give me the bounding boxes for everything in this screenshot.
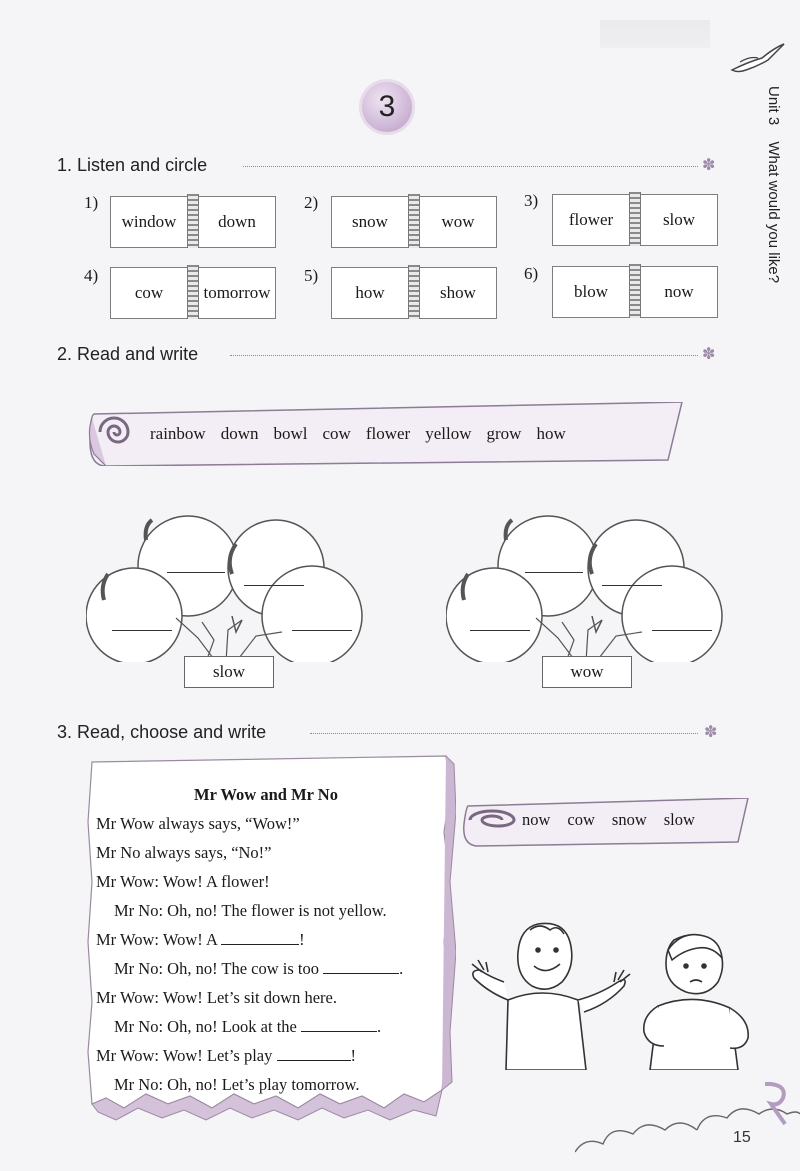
fill-in-blank[interactable] xyxy=(277,1046,351,1061)
story-title: Mr Wow and Mr No xyxy=(194,785,338,804)
star-icon: ✽ xyxy=(704,722,718,741)
word-book-2 xyxy=(331,196,497,248)
story-line-text: Mr Wow always says, “Wow!” xyxy=(96,814,300,833)
section-title: Listen and circle xyxy=(77,155,208,175)
word-book-5 xyxy=(331,267,497,319)
word-bank-3 xyxy=(522,810,712,830)
book-spine xyxy=(187,194,199,248)
word-choice[interactable]: down xyxy=(218,212,256,231)
story-line-text: Mr No: Oh, no! Let’s play tomorrow. xyxy=(114,1075,360,1094)
item-number: 4) xyxy=(84,266,99,285)
story-line xyxy=(96,809,436,838)
story-line-text: Mr No: Oh, no! The cow is too xyxy=(114,959,324,978)
fill-in-blank[interactable] xyxy=(221,930,299,945)
section-3-dotted-line xyxy=(310,733,698,734)
section-1-dotted-line xyxy=(243,166,698,167)
star-icon: ✽ xyxy=(702,155,716,174)
fill-in-blank[interactable] xyxy=(323,959,399,974)
word-bank-item: slow xyxy=(663,810,695,829)
word-choice[interactable]: snow xyxy=(352,212,388,231)
word-book-4 xyxy=(110,267,276,319)
story-line xyxy=(96,867,436,896)
word-bank-item: how xyxy=(536,424,566,443)
header-faint xyxy=(600,20,710,48)
word-bank-item: down xyxy=(220,424,259,443)
word-book-1 xyxy=(110,196,276,248)
word-choice[interactable]: flower xyxy=(568,210,614,229)
word-choice[interactable]: blow xyxy=(574,282,608,301)
cloud-decoration xyxy=(575,1080,800,1170)
word-book-6 xyxy=(552,266,718,318)
story-line-text: Mr Wow: Wow! A xyxy=(96,930,222,949)
word-bank-item: yellow xyxy=(425,424,472,443)
word-choice[interactable]: show xyxy=(440,283,476,302)
story-text xyxy=(96,780,436,1099)
item-number: 1) xyxy=(84,193,99,212)
book-spine xyxy=(629,192,641,246)
story-line-text: ! xyxy=(299,930,305,949)
word-choice[interactable]: now xyxy=(664,282,694,301)
word-bank-item: cow xyxy=(567,810,595,829)
story-line-text: Mr Wow: Wow! Let’s sit down here. xyxy=(96,988,337,1007)
story-line xyxy=(96,925,436,954)
word-choice[interactable]: cow xyxy=(134,283,164,302)
answer-line xyxy=(112,630,172,631)
book-spine xyxy=(408,194,420,248)
balloon-group-illustration xyxy=(86,512,371,662)
story-line xyxy=(96,983,436,1012)
answer-line xyxy=(652,630,712,631)
word-bank-item: cow xyxy=(322,424,351,443)
bird-icon xyxy=(728,40,788,80)
story-line-text: . xyxy=(399,959,404,978)
answer-line xyxy=(292,630,352,631)
word-bank-2 xyxy=(150,424,581,444)
word-choice[interactable]: how xyxy=(355,283,385,302)
story-line-text: Mr Wow: Wow! Let’s play xyxy=(96,1046,277,1065)
item-number: 3) xyxy=(524,191,539,210)
story-line-text: Mr No: Oh, no! The flower is not yellow. xyxy=(114,901,387,920)
word-choice[interactable]: slow xyxy=(662,210,696,229)
answer-line xyxy=(167,572,225,573)
story-line-text: Mr No always says, “No!” xyxy=(96,843,272,862)
section-2-heading xyxy=(57,344,198,365)
word-bank-item: rainbow xyxy=(150,424,206,443)
fill-in-blank[interactable] xyxy=(301,1017,377,1032)
section-number: 3. xyxy=(57,722,73,742)
section-3-heading xyxy=(57,722,266,743)
story-line xyxy=(96,1041,436,1070)
book-spine xyxy=(408,265,420,319)
answer-line xyxy=(525,572,583,573)
story-line xyxy=(96,838,436,867)
word-bank-item: flower xyxy=(365,424,411,443)
balloon-group-illustration xyxy=(446,512,731,662)
section-2-dotted-line xyxy=(230,355,698,356)
story-line xyxy=(96,1070,436,1099)
story-line-text: Mr No: Oh, no! Look at the xyxy=(114,1017,301,1036)
book-spine xyxy=(629,264,641,318)
unit-title: What would you like? xyxy=(765,141,782,284)
word-bank-item: snow xyxy=(611,810,647,829)
word-bank-item: now xyxy=(522,810,551,829)
word-choice[interactable]: window xyxy=(121,212,177,231)
story-line xyxy=(96,1012,436,1041)
answer-line xyxy=(602,585,662,586)
section-title: Read, choose and write xyxy=(77,722,267,742)
unit-side-label xyxy=(765,86,782,283)
word-choice[interactable]: tomorrow xyxy=(203,283,271,302)
word-bank-item: bowl xyxy=(273,424,308,443)
book-spine xyxy=(187,265,199,319)
word-book-3 xyxy=(552,194,718,246)
word-bank-item: grow xyxy=(486,424,522,443)
lesson-number-badge: 3 xyxy=(362,82,412,132)
page-number: 15 xyxy=(733,1129,751,1146)
story-line-text: . xyxy=(376,1017,382,1036)
balloon-label-box: wow xyxy=(542,656,632,688)
item-number: 5) xyxy=(304,266,319,285)
star-icon: ✽ xyxy=(702,344,716,363)
balloon-label-box: slow xyxy=(184,656,274,688)
story-line-text: Mr Wow: Wow! A flower! xyxy=(96,872,270,891)
section-number: 1. xyxy=(57,155,73,175)
section-title: Read and write xyxy=(77,344,199,364)
mr-wow-and-mr-no-illustration xyxy=(468,920,758,1070)
section-number: 2. xyxy=(57,344,73,364)
item-number: 2) xyxy=(304,193,319,212)
answer-line xyxy=(244,585,304,586)
word-choice[interactable]: wow xyxy=(441,212,475,231)
story-line-text: ! xyxy=(350,1046,357,1065)
story-line xyxy=(96,896,436,925)
section-1-heading xyxy=(57,155,207,176)
story-line xyxy=(96,954,436,983)
answer-line xyxy=(470,630,530,631)
unit-number: Unit 3 xyxy=(765,86,782,126)
item-number: 6) xyxy=(524,264,539,283)
